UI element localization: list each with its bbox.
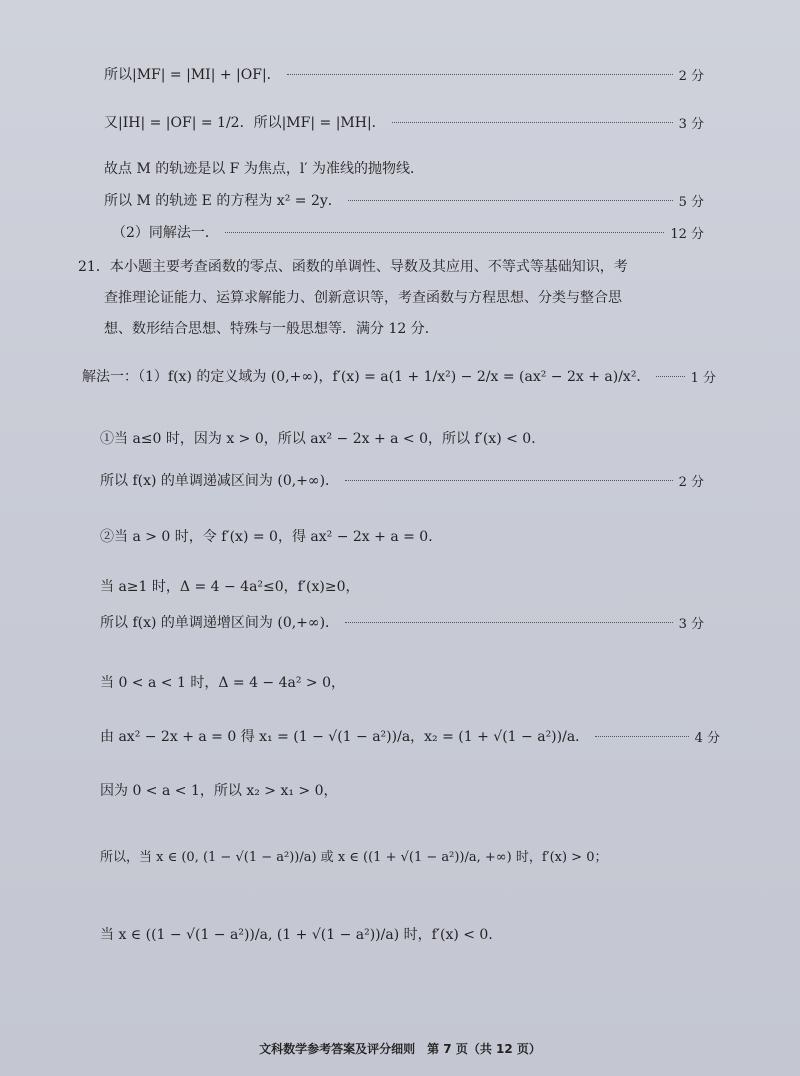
line-text: 所以，当 x ∈ (0, (1 − √(1 − a²))/a) 或 x ∈ ((1 + √(1 − a²))/a, +∞) 时，f′(x) > 0； [100, 850, 608, 865]
line-text: 解法一：（1）f(x) 的定义域为 (0,+∞)，f′(x) = a(1 + 1/x²) − 2/x = (ax² − 2x + a)/x²． [82, 369, 651, 385]
dot-leader [287, 74, 673, 75]
line-text: 故点 M 的轨迹是以 F 为焦点，l′ 为准线的抛物线． [104, 161, 424, 177]
text-line [0, 112, 800, 132]
text-line [0, 726, 800, 746]
dot-leader [348, 200, 673, 201]
score-label: 2 分 [678, 474, 704, 490]
text-line [0, 526, 800, 546]
dot-leader [225, 232, 664, 233]
text-line [0, 64, 800, 84]
line-text: 当 a≥1 时，Δ = 4 − 4a²≤0，f′(x)≥0， [100, 579, 360, 595]
text-line [0, 612, 800, 632]
text-line [0, 470, 800, 490]
line-text: 当 0 < a < 1 时，Δ = 4 − 4a² > 0， [100, 675, 346, 691]
text-line [0, 287, 800, 307]
score-label: 2 分 [678, 68, 704, 84]
line-text: ②当 a > 0 时，令 f′(x) = 0，得 ax² − 2x + a = 0． [100, 529, 443, 545]
text-line [0, 672, 800, 692]
line-text: 想、数形结合思想、特殊与一般思想等．满分 12 分． [104, 321, 439, 337]
line-text: 所以 f(x) 的单调递减区间为 (0,+∞)． [100, 473, 340, 489]
text-line [0, 158, 800, 178]
line-text: 所以 M 的轨迹 E 的方程为 x² = 2y． [104, 193, 342, 209]
line-text: （2）同解法一． [112, 225, 219, 241]
text-line [0, 318, 800, 338]
dot-leader [392, 122, 673, 123]
text-line [0, 428, 800, 448]
dot-leader [595, 736, 688, 737]
score-label: 3 分 [678, 116, 704, 132]
line-text: 21．本小题主要考查函数的零点、函数的单调性、导数及其应用、不等式等基础知识，考 [78, 259, 628, 275]
score-label: 4 分 [694, 730, 720, 746]
text-line [0, 190, 800, 210]
line-text: 所以|MF| = |MI| + |OF|． [104, 67, 281, 83]
line-text: 因为 0 < a < 1，所以 x₂ > x₁ > 0， [100, 783, 338, 799]
page-footer: 文科数学参考答案及评分细则 第 7 页（共 12 页） [259, 1042, 541, 1056]
dot-leader [656, 376, 684, 377]
text-line [0, 846, 800, 865]
text-line [0, 222, 800, 242]
dot-leader [345, 622, 673, 623]
line-text: 由 ax² − 2x + a = 0 得 x₁ = (1 − √(1 − a²))/a，x₂ = (1 + √(1 − a²))/a． [100, 729, 590, 745]
line-text: 所以 f(x) 的单调递增区间为 (0,+∞)． [100, 615, 340, 631]
score-label: 1 分 [690, 370, 716, 386]
line-text: 查推理论证能力、运算求解能力、创新意识等，考查函数与方程思想、分类与整合思 [104, 290, 622, 306]
text-line [0, 366, 800, 386]
text-line [0, 924, 800, 944]
score-label: 5 分 [678, 194, 704, 210]
dot-leader [345, 480, 673, 481]
line-text: ①当 a≤0 时，因为 x > 0，所以 ax² − 2x + a < 0，所以 f′(x) < 0． [100, 431, 546, 447]
score-label: 12 分 [670, 226, 704, 242]
text-line [0, 780, 800, 800]
score-label: 3 分 [678, 616, 704, 632]
line-text: 当 x ∈ ((1 − √(1 − a²))/a, (1 + √(1 − a²))/a) 时，f′(x) < 0． [100, 927, 503, 943]
text-line [0, 256, 800, 276]
text-line [0, 576, 800, 596]
line-text: 又|IH| = |OF| = 1/2．所以|MF| = |MH|． [104, 115, 386, 131]
